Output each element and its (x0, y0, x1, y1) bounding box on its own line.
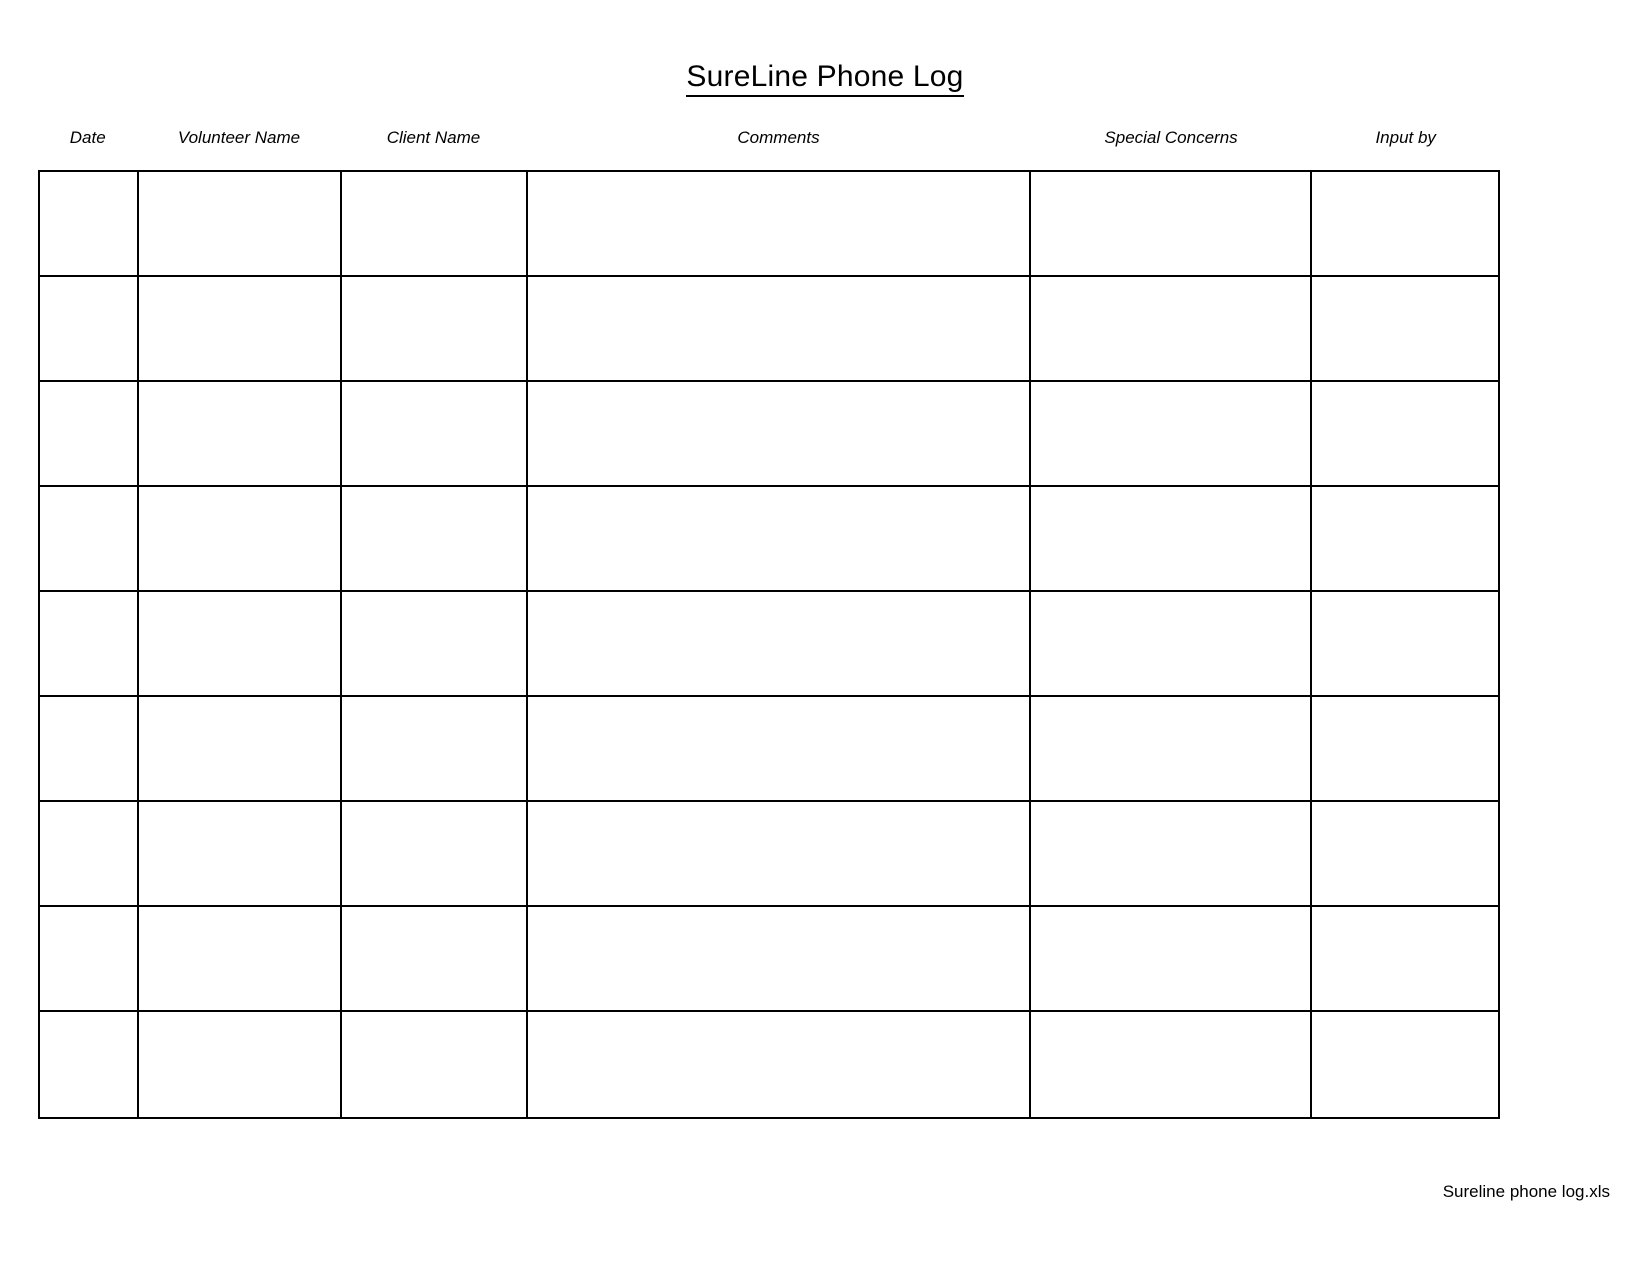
cell-comments[interactable] (527, 801, 1031, 906)
cell-client-name[interactable] (341, 801, 526, 906)
table-body (39, 171, 1499, 1118)
cell-input-by[interactable] (1311, 276, 1499, 381)
table-row (39, 591, 1499, 696)
cell-client-name[interactable] (341, 276, 526, 381)
cell-date[interactable] (39, 276, 138, 381)
column-header-input-by: Input by (1375, 128, 1436, 147)
table-row (39, 486, 1499, 591)
cell-comments[interactable] (527, 171, 1031, 276)
page-title (0, 60, 1650, 94)
table-row (39, 1011, 1499, 1118)
cell-input-by[interactable] (1311, 486, 1499, 591)
cell-date[interactable] (39, 696, 138, 801)
cell-input-by[interactable] (1311, 801, 1499, 906)
cell-date[interactable] (39, 1011, 138, 1118)
cell-special-concerns[interactable] (1030, 591, 1310, 696)
cell-input-by[interactable] (1311, 906, 1499, 1011)
cell-client-name[interactable] (341, 906, 526, 1011)
cell-volunteer-name[interactable] (138, 171, 341, 276)
cell-volunteer-name[interactable] (138, 801, 341, 906)
cell-special-concerns[interactable] (1030, 801, 1310, 906)
cell-comments[interactable] (527, 696, 1031, 801)
cell-special-concerns[interactable] (1030, 486, 1310, 591)
cell-comments[interactable] (527, 276, 1031, 381)
cell-special-concerns[interactable] (1030, 381, 1310, 486)
cell-date[interactable] (39, 171, 138, 276)
cell-date[interactable] (39, 801, 138, 906)
cell-comments[interactable] (527, 381, 1031, 486)
cell-input-by[interactable] (1311, 591, 1499, 696)
cell-input-by[interactable] (1311, 1011, 1499, 1118)
cell-input-by[interactable] (1311, 381, 1499, 486)
table-header-row (38, 128, 1500, 152)
phone-log-table (38, 170, 1500, 1119)
cell-volunteer-name[interactable] (138, 906, 341, 1011)
cell-client-name[interactable] (341, 171, 526, 276)
column-header-special-concerns: Special Concerns (1104, 128, 1238, 147)
table-row (39, 276, 1499, 381)
table-row (39, 696, 1499, 801)
cell-special-concerns[interactable] (1030, 1011, 1310, 1118)
cell-date[interactable] (39, 381, 138, 486)
cell-special-concerns[interactable] (1030, 171, 1310, 276)
cell-client-name[interactable] (341, 591, 526, 696)
cell-comments[interactable] (527, 591, 1031, 696)
table-row (39, 381, 1499, 486)
cell-comments[interactable] (527, 1011, 1031, 1118)
cell-client-name[interactable] (341, 381, 526, 486)
cell-special-concerns[interactable] (1030, 906, 1310, 1011)
column-header-volunteer-name: Volunteer Name (177, 128, 301, 147)
cell-volunteer-name[interactable] (138, 276, 341, 381)
cell-volunteer-name[interactable] (138, 696, 341, 801)
cell-special-concerns[interactable] (1030, 276, 1310, 381)
cell-client-name[interactable] (341, 1011, 526, 1118)
column-header-client-name: Client Name (386, 128, 481, 147)
column-header-date: Date (69, 128, 106, 147)
cell-input-by[interactable] (1311, 696, 1499, 801)
cell-date[interactable] (39, 591, 138, 696)
cell-volunteer-name[interactable] (138, 381, 341, 486)
footer-filename: Sureline phone log.xls (1442, 1182, 1610, 1201)
table-row (39, 906, 1499, 1011)
cell-client-name[interactable] (341, 486, 526, 591)
cell-comments[interactable] (527, 906, 1031, 1011)
cell-input-by[interactable] (1311, 171, 1499, 276)
cell-client-name[interactable] (341, 696, 526, 801)
column-header-comments: Comments (737, 128, 820, 147)
cell-date[interactable] (39, 906, 138, 1011)
cell-volunteer-name[interactable] (138, 591, 341, 696)
table-row (39, 801, 1499, 906)
cell-comments[interactable] (527, 486, 1031, 591)
cell-volunteer-name[interactable] (138, 486, 341, 591)
cell-volunteer-name[interactable] (138, 1011, 341, 1118)
page-title-text: SureLine Phone Log (686, 60, 963, 97)
table-row (39, 171, 1499, 276)
cell-special-concerns[interactable] (1030, 696, 1310, 801)
cell-date[interactable] (39, 486, 138, 591)
